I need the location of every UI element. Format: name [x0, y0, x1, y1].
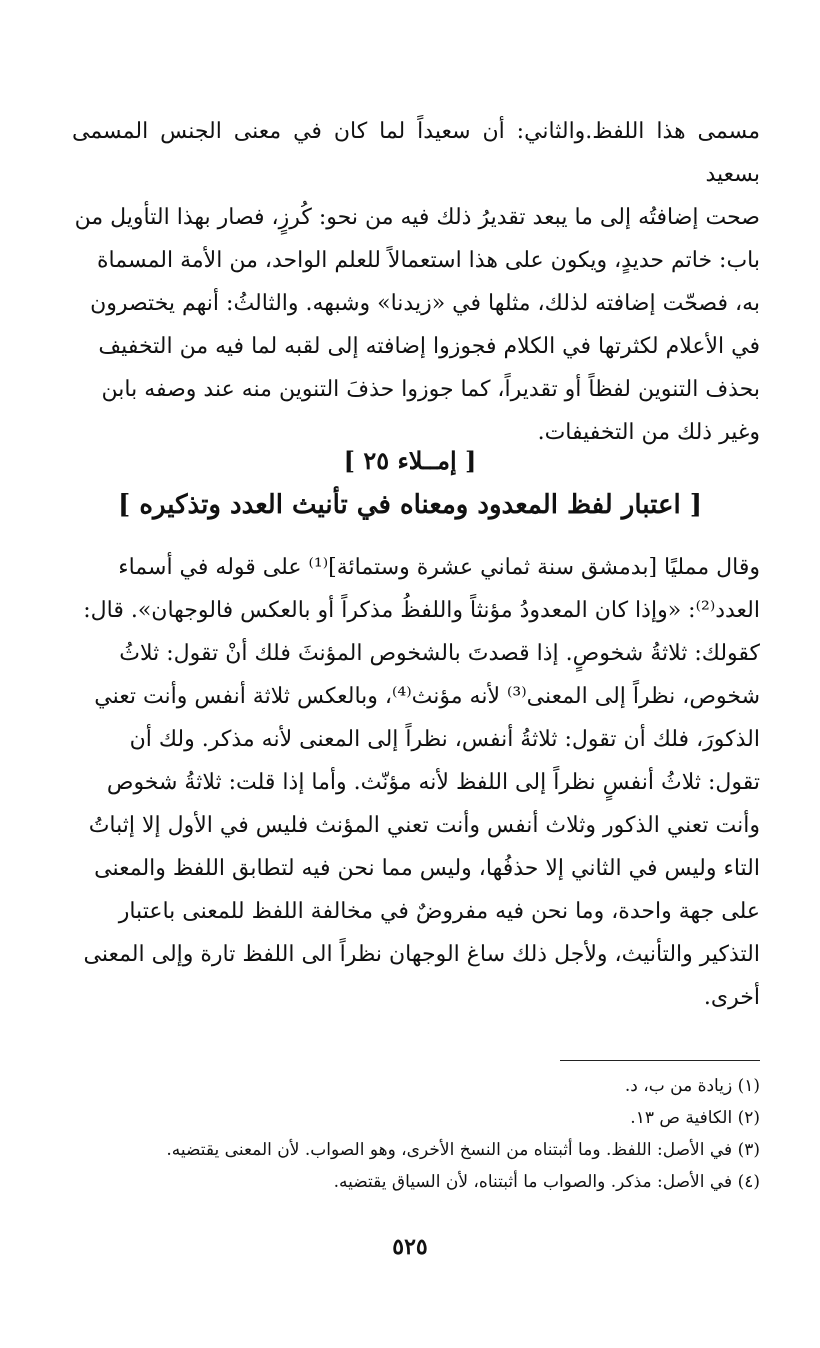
text-line: تقول: ثلاثُ أنفسٍ نظراً إلى اللفظ لأنه مؤنّث. وأما إذا قلت: ثلاثةُ شخوص: [106, 770, 760, 795]
text-line: كقولك: ثلاثةُ شخوصٍ. إذا قصدتَ بالشخوص المؤنثَ فلك أنْ تقول: ثلاثُ: [119, 641, 760, 666]
text-line: بحذف التنوين لفظاً أو تقديراً، كما جوزوا حذفَ التنوين منه عند وصفه بابن: [101, 377, 760, 402]
footnote-divider: [560, 1060, 760, 1061]
text-line: وغير ذلك من التخفيفات.: [537, 420, 760, 445]
text-line: في الأعلام لكثرتها في الكلام فجوزوا إضافته إلى لقبه لما فيه من التخفيف: [98, 334, 760, 359]
text-line: مسمى هذا اللفظ.والثاني: أن سعيداً لما كان في معنى الجنس المسمى بسعيد: [72, 119, 760, 187]
section-number-heading: [ إمــلاء ٢٥ ]: [343, 446, 477, 475]
text-line: صحت إضافتُه إلى ما يبعد تقديرُ ذلك فيه من نحو: كُرزٍ، فصار بهذا التأويل من: [74, 205, 760, 230]
text-line: أخرى.: [703, 985, 760, 1010]
paragraph-continuation: [72, 110, 760, 454]
text-line: وقال ممليًا [بدمشق سنة ثماني عشرة وستمائة]⁽¹⁾ على قوله في أسماء: [118, 555, 760, 580]
page-number: ٥٢٥: [392, 1234, 428, 1260]
footnotes: [60, 1070, 760, 1198]
footnote: (٤) في الأصل: مذكر. والصواب ما أثبتناه، لأن السياق يقتضيه.: [333, 1172, 760, 1192]
text-line: شخوص، نظراً إلى المعنى⁽³⁾ لأنه مؤنث⁽⁴⁾، وبالعكس ثلاثة أنفس وأنت تعني: [94, 684, 760, 709]
text-line: الذكورَ، فلك أن تقول: ثلاثةُ أنفس، نظراً إلى المعنى لأنه مذكر. ولك أن: [129, 727, 760, 752]
text-line: التاء وليس في الثاني إلا حذفُها، وليس مما نحن فيه لتطابق اللفظ والمعنى: [94, 856, 760, 881]
footnote: (٢) الكافية ص ١٣.: [630, 1108, 760, 1128]
text-line: التذكير والتأنيث، ولأجل ذلك ساغ الوجهان نظراً الى اللفظ تارة وإلى المعنى: [83, 942, 760, 967]
text-line: على جهة واحدة، وما نحن فيه مفروضٌ في مخالفة اللفظ للمعنى باعتبار: [118, 899, 760, 924]
text-line: العدد⁽²⁾: «وإذا كان المعدودُ مؤنثاً واللفظُ مذكراً أو بالعكس فالوجهان». قال:: [83, 598, 760, 623]
text-line: وأنت تعني الذكور وثلاث أنفس وأنت تعني المؤنث فليس في الأول إلا إثباتُ: [88, 813, 760, 838]
footnote: (٣) في الأصل: اللفظ. وما أثبتناه من النسخ الأخرى، وهو الصواب. لأن المعنى يقتضيه.: [166, 1140, 760, 1160]
paragraph-main: [72, 546, 760, 1019]
section-title-heading: [ اعتبار لفظ المعدود ومعناه في تأنيث العدد وتذكيره ]: [117, 490, 703, 520]
footnote: (١) زيادة من ب، د.: [624, 1076, 760, 1096]
text-line: باب: خاتم حديدٍ، ويكون على هذا استعمالاً للعلم الواحد، من الأمة المسماة: [97, 248, 760, 273]
text-line: به، فصحّت إضافته لذلك، مثلها في «زيدنا» وشبهه. والثالثُ: أنهم يختصرون: [90, 291, 760, 316]
